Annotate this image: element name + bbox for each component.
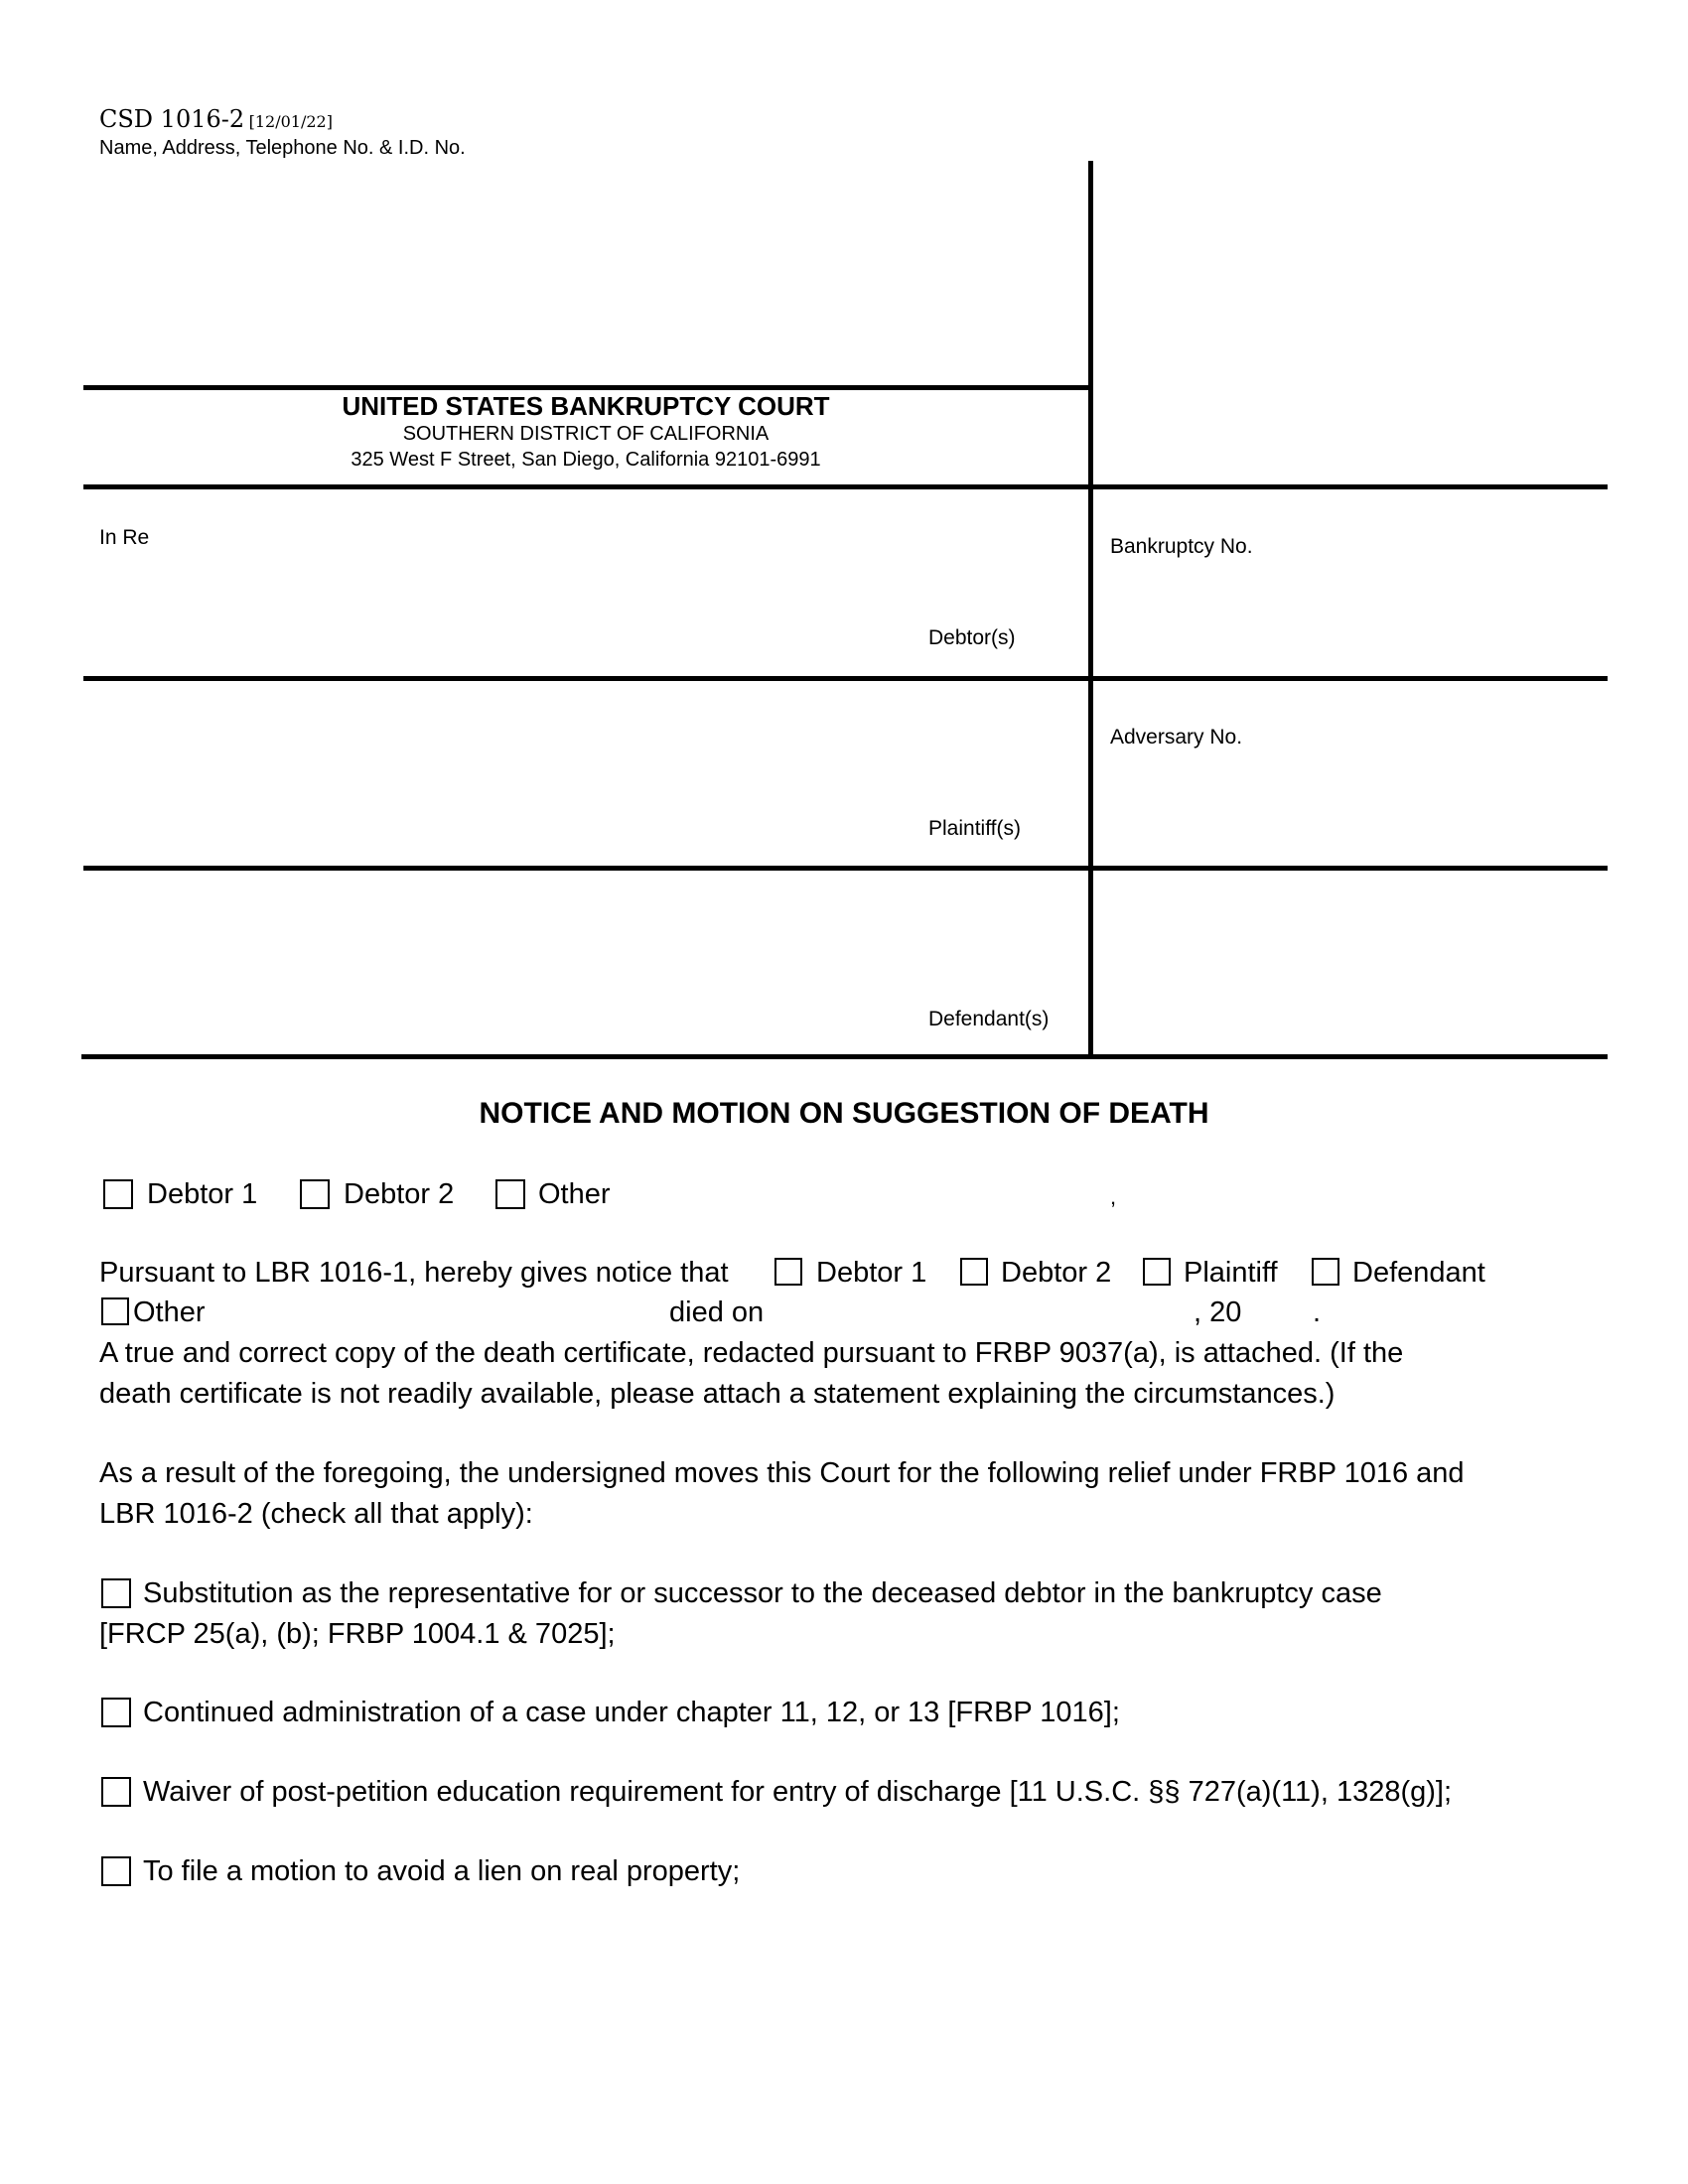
certificate-line-2: death certificate is not readily available, please attach a statement explaining the circumstances.) xyxy=(99,1378,1336,1410)
adversary-no-label: Adversary No. xyxy=(1110,726,1243,749)
notice-debtor1-checkbox[interactable] xyxy=(774,1258,802,1286)
court-district: SOUTHERN DISTRICT OF CALIFORNIA xyxy=(402,423,770,445)
movant-debtor2-checkbox[interactable] xyxy=(300,1179,330,1209)
certificate-line-1: A true and correct copy of the death certificate, redacted pursuant to FRBP 9037(a), is attached. (If the xyxy=(99,1337,1404,1369)
movant-other-label: Other xyxy=(538,1178,611,1210)
form-number: CSD 1016-2 xyxy=(99,105,245,133)
court-address: 325 West F Street, San Diego, California 92101-6991 xyxy=(351,449,821,471)
relief-substitution-line-2: [FRCP 25(a), (b); FRBP 1004.1 & 7025]; xyxy=(99,1618,616,1650)
notice-debtor2-checkbox[interactable] xyxy=(960,1258,988,1286)
motion-line-2: LBR 1016-2 (check all that apply): xyxy=(99,1498,533,1530)
relief-avoid-lien-checkbox[interactable] xyxy=(101,1856,131,1886)
relief-substitution-line-1: Substitution as the representative for or successor to the deceased debtor in the bankruptcy case xyxy=(143,1577,1382,1609)
notice-plaintiff-label: Plaintiff xyxy=(1184,1257,1278,1289)
date-period: . xyxy=(1313,1297,1322,1328)
relief-substitution-checkbox[interactable] xyxy=(101,1578,131,1608)
motion-line-1: As a result of the foregoing, the undersigned moves this Court for the following relief under FRBP 1016 and xyxy=(99,1457,1465,1489)
divider-plaintiff-bottom xyxy=(83,866,1608,871)
court-name: UNITED STATES BANKRUPTCY COURT xyxy=(342,391,830,421)
bankruptcy-no-label: Bankruptcy No. xyxy=(1110,535,1253,558)
relief-education-waiver-label: Waiver of post-petition education requirement for entry of discharge [11 U.S.C. §§ 727(a)(11), 1328(g)]; xyxy=(143,1776,1453,1808)
movant-debtor1-label: Debtor 1 xyxy=(147,1178,258,1210)
year-prefix: , 20 xyxy=(1194,1297,1242,1328)
movant-debtor2-label: Debtor 2 xyxy=(344,1178,455,1210)
plaintiffs-label: Plaintiff(s) xyxy=(928,817,1021,840)
notice-intro: Pursuant to LBR 1016-1, hereby gives notice that xyxy=(99,1257,729,1289)
notice-debtor2-label: Debtor 2 xyxy=(1001,1257,1112,1289)
in-re-label: In Re xyxy=(99,526,150,549)
divider-court-bottom xyxy=(83,484,1608,489)
relief-avoid-lien-label: To file a motion to avoid a lien on real property; xyxy=(143,1855,741,1887)
defendants-label: Defendant(s) xyxy=(928,1008,1050,1030)
movant-debtor1-checkbox[interactable] xyxy=(103,1179,133,1209)
form-id xyxy=(99,105,333,133)
notice-defendant-checkbox[interactable] xyxy=(1312,1258,1339,1286)
debtors-label: Debtor(s) xyxy=(928,626,1016,649)
relief-continued-administration-checkbox[interactable] xyxy=(101,1698,131,1727)
notice-debtor1-label: Debtor 1 xyxy=(816,1257,927,1289)
notice-other-label: Other xyxy=(133,1297,206,1328)
relief-continued-administration-label: Continued administration of a case under chapter 11, 12, or 13 [FRBP 1016]; xyxy=(143,1697,1120,1728)
notice-other-checkbox[interactable] xyxy=(101,1297,129,1325)
page-title: NOTICE AND MOTION ON SUGGESTION OF DEATH xyxy=(479,1097,1209,1130)
notice-plaintiff-checkbox[interactable] xyxy=(1143,1258,1171,1286)
caption-vertical-divider xyxy=(1088,161,1093,1057)
movant-comma: , xyxy=(1110,1184,1117,1209)
divider-court-top xyxy=(83,385,1091,390)
notice-defendant-label: Defendant xyxy=(1352,1257,1485,1289)
court-block xyxy=(83,391,1088,473)
divider-debtor-bottom xyxy=(83,676,1608,681)
relief-education-waiver-checkbox[interactable] xyxy=(101,1777,131,1807)
form-revision-date: [12/01/22] xyxy=(248,112,333,131)
divider-caption-bottom xyxy=(81,1054,1608,1059)
attorney-block-label: Name, Address, Telephone No. & I.D. No. xyxy=(99,137,466,159)
died-on-label: died on xyxy=(669,1297,765,1328)
movant-other-checkbox[interactable] xyxy=(495,1179,525,1209)
